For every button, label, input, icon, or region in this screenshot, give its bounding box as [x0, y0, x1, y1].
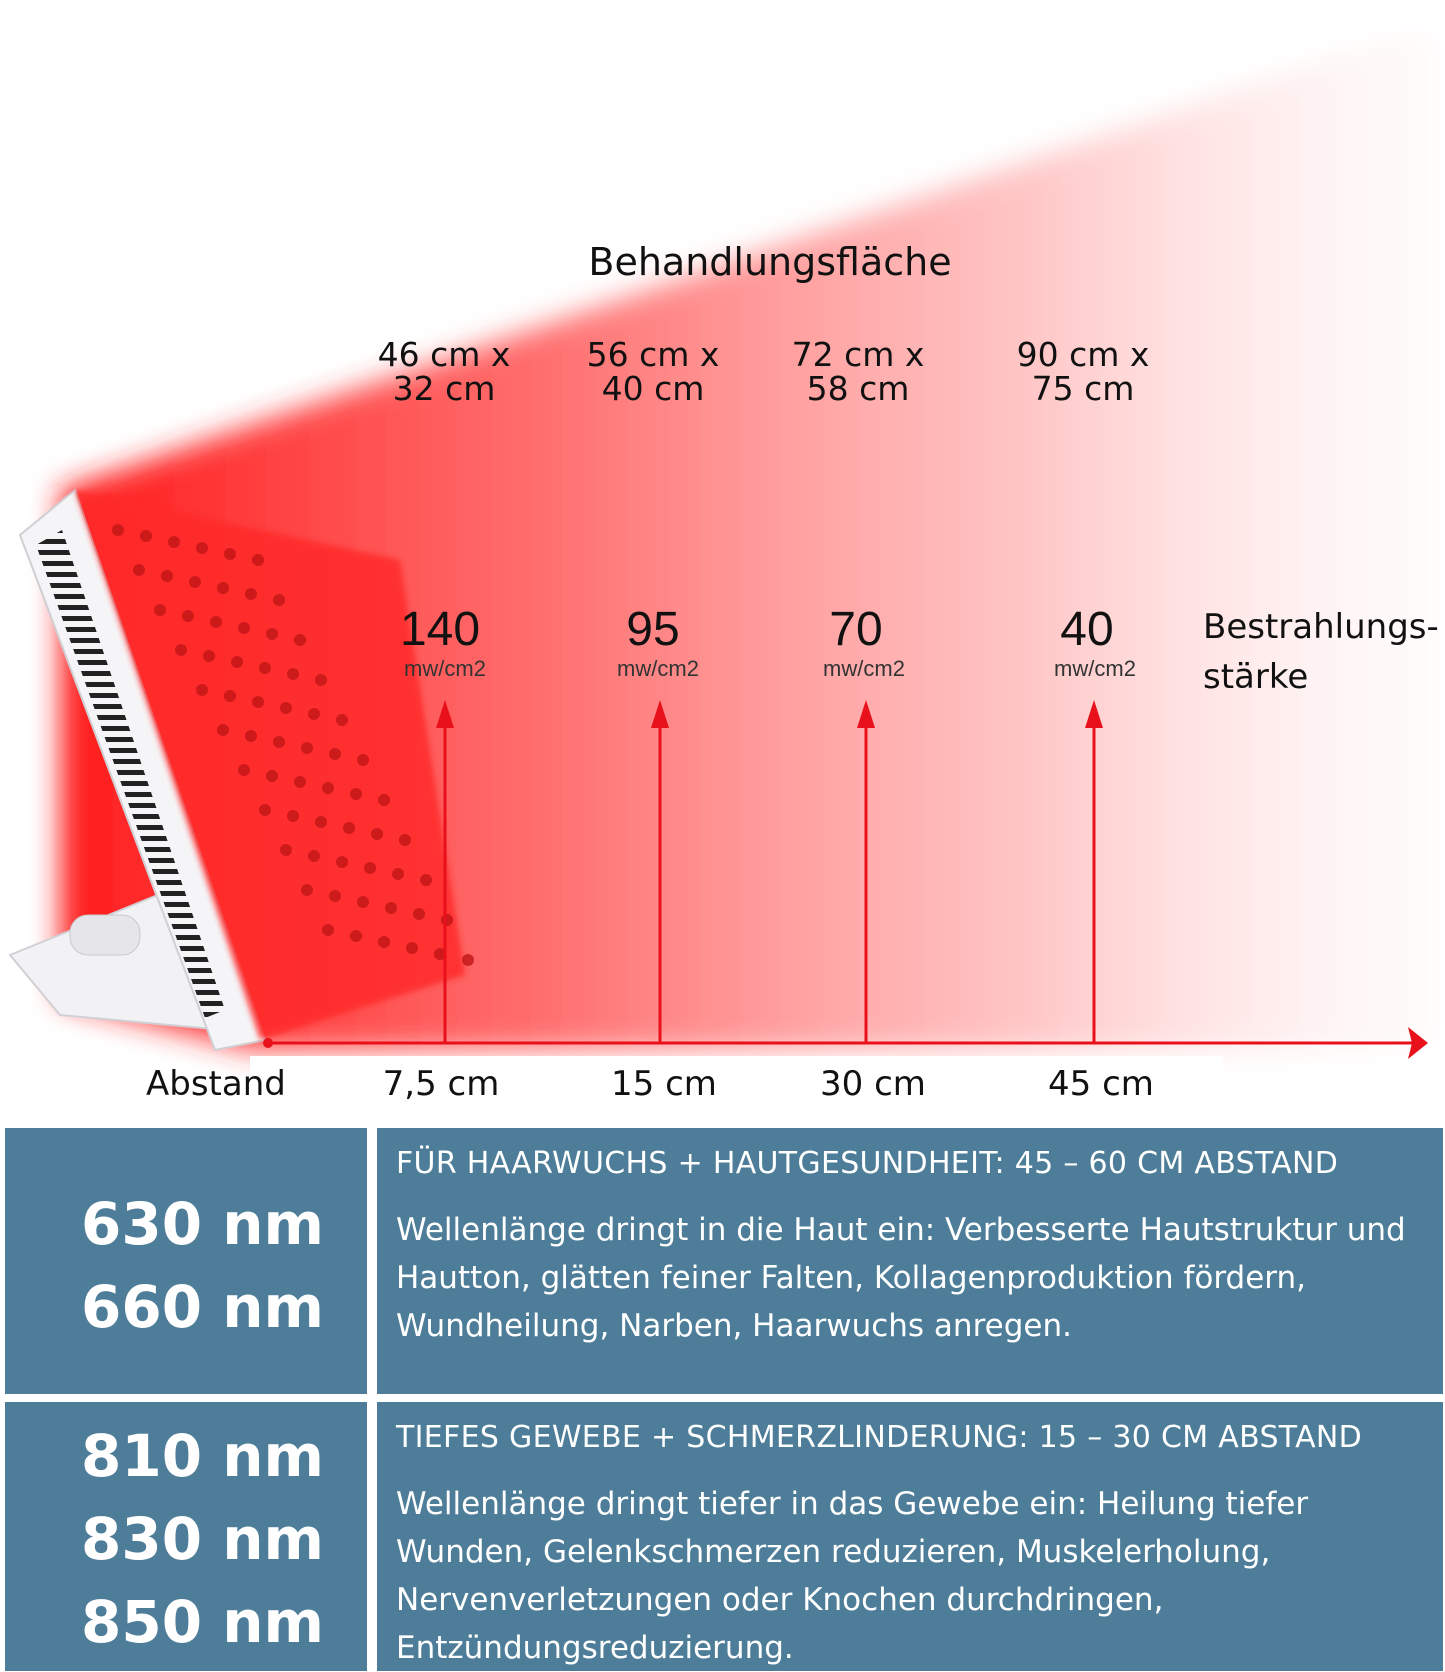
led — [329, 890, 341, 902]
wavelength-group-2 — [5, 1402, 367, 1671]
led — [112, 524, 124, 536]
group-1-description: Wellenlänge dringt in die Haut ein: Verbesserte Hautstruktur und Hautton, glätten feiner Falten, Kollagenproduktion fördern, Wundheilung, Narben, Haarwuchs anregen. — [396, 1212, 1406, 1344]
led — [252, 554, 264, 566]
area-label-4: 90 cm x 75 cm — [1016, 335, 1150, 408]
led — [280, 702, 292, 714]
led — [189, 576, 201, 588]
area-label-3: 72 cm x 58 cm — [791, 335, 925, 408]
distance-label: Abstand — [146, 1064, 286, 1104]
irradiance-label: Bestrahlungs- stärke — [1203, 607, 1439, 697]
led — [371, 828, 383, 840]
group-2-heading: TIEFES GEWEBE + SCHMERZLINDERUNG: 15 – 30 CM ABSTAND — [396, 1420, 1363, 1455]
led — [322, 782, 334, 794]
led — [329, 748, 341, 760]
led — [315, 816, 327, 828]
led — [294, 776, 306, 788]
led — [357, 896, 369, 908]
group-1-heading: FÜR HAARWUCHS + HAUTGESUNDHEIT: 45 – 60 CM ABSTAND — [396, 1146, 1339, 1181]
led — [301, 742, 313, 754]
led — [259, 662, 271, 674]
led — [161, 570, 173, 582]
led — [154, 604, 166, 616]
led — [378, 936, 390, 948]
irradiance-value-4: 40 — [1060, 603, 1114, 656]
distance-2: 15 cm — [611, 1064, 717, 1104]
led — [294, 634, 306, 646]
irradiance-unit-3: mw/cm2 — [823, 656, 905, 681]
led — [308, 850, 320, 862]
led — [203, 650, 215, 662]
led — [252, 696, 264, 708]
wavelength-660: 660 nm — [81, 1273, 324, 1341]
led — [168, 536, 180, 548]
led — [350, 930, 362, 942]
wavelength-850: 850 nm — [81, 1588, 324, 1656]
led — [413, 908, 425, 920]
distance-1: 7,5 cm — [382, 1064, 500, 1104]
irradiance-value-3: 70 — [829, 603, 883, 656]
led — [217, 582, 229, 594]
irradiance-unit-4: mw/cm2 — [1054, 656, 1136, 681]
wavelength-810: 810 nm — [81, 1422, 324, 1490]
led — [175, 644, 187, 656]
wavelength-group-1 — [5, 1128, 367, 1394]
group-2-description: Wellenlänge dringt tiefer in das Gewebe ein: Heilung tiefer Wunden, Gelenkschmerzen reduzieren, Muskelerholung, Nervenverletzungen oder Knochen durchdringen, Entzündungsreduzierung. — [396, 1486, 1309, 1666]
led — [224, 548, 236, 560]
led — [196, 684, 208, 696]
wavelength-630: 630 nm — [81, 1190, 324, 1258]
irradiance-value-1: 140 — [399, 603, 481, 656]
distance-3: 30 cm — [820, 1064, 926, 1104]
led — [245, 730, 257, 742]
led — [441, 914, 453, 926]
led — [287, 668, 299, 680]
led — [406, 942, 418, 954]
led — [392, 868, 404, 880]
led — [224, 690, 236, 702]
led — [322, 924, 334, 936]
irradiance-unit-2: mw/cm2 — [617, 656, 699, 681]
wavelength-830: 830 nm — [81, 1505, 324, 1573]
distance-4: 45 cm — [1048, 1064, 1154, 1104]
led — [259, 804, 271, 816]
irradiance-value-2: 95 — [626, 603, 680, 656]
led — [273, 736, 285, 748]
led — [217, 724, 229, 736]
led — [266, 628, 278, 640]
treatment-area-title: Behandlungsfläche — [588, 240, 952, 284]
led — [308, 708, 320, 720]
led — [245, 588, 257, 600]
led — [357, 754, 369, 766]
led — [210, 616, 222, 628]
area-label-2: 56 cm x 40 cm — [586, 335, 720, 408]
led — [364, 862, 376, 874]
led — [196, 542, 208, 554]
led — [182, 610, 194, 622]
axis-origin-dot — [263, 1038, 273, 1048]
led — [301, 884, 313, 896]
led — [420, 874, 432, 886]
led — [343, 822, 355, 834]
led — [133, 564, 145, 576]
wavelength-group-2-info — [377, 1402, 1443, 1671]
led — [231, 656, 243, 668]
led — [238, 622, 250, 634]
led — [140, 530, 152, 542]
led — [280, 844, 292, 856]
led — [462, 954, 474, 966]
led — [238, 764, 250, 776]
led — [385, 902, 397, 914]
area-label-1: 46 cm x 32 cm — [377, 335, 511, 408]
led — [336, 714, 348, 726]
irradiance-unit-1: mw/cm2 — [404, 656, 486, 681]
led — [336, 856, 348, 868]
led — [399, 834, 411, 846]
wavelength-group-1-info — [377, 1128, 1443, 1394]
led — [350, 788, 362, 800]
led — [266, 770, 278, 782]
led — [273, 594, 285, 606]
led — [378, 794, 390, 806]
led — [315, 674, 327, 686]
led — [287, 810, 299, 822]
